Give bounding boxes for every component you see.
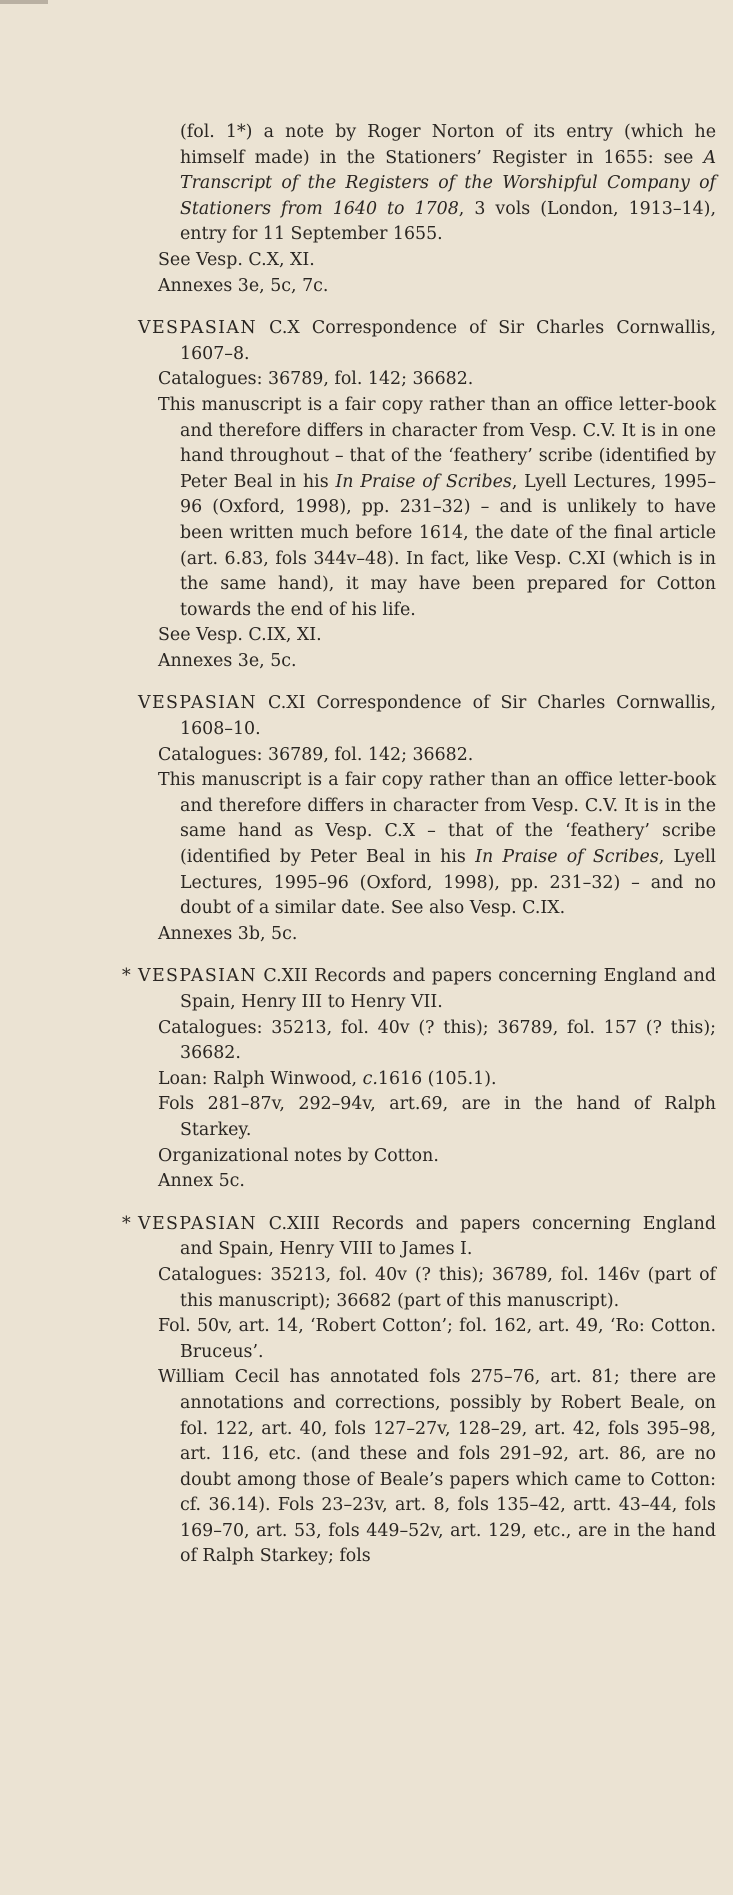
entry-heading: VESPASIAN C.XI Correspondence of Sir Charles Cornwallis, 1608–10. <box>138 693 716 740</box>
hands-note: Fols 281–87v, 292–94v, art.69, are in the hand of Ralph Starkey. <box>158 1094 716 1140</box>
annexes: Annexes 3e, 5c, 7c. <box>158 275 329 296</box>
annexes: Annexes 3e, 5c. <box>158 650 297 671</box>
annexes: Annex 5c. <box>158 1171 245 1192</box>
organizational-notes: Organizational notes by Cotton. <box>158 1145 439 1166</box>
loan: Loan: Ralph Winwood, c.1616 (105.1). <box>158 1068 497 1089</box>
intro-continuation <box>138 120 716 299</box>
annexes: Annexes 3b, 5c. <box>158 923 298 944</box>
catalogue-page <box>122 120 717 1570</box>
description: This manuscript is a fair copy rather than an office letter-book and therefore differs in character from Vesp. C.V. It is in the same hand as Vesp. C.X – that of the ‘feathery’ scribe (identified by Peter Beal in his In Praise of Scribes, Lyell Lectures, 1995–96 (Oxford, 1998), pp. 231–32) – and no doubt of a similar date. See also Vesp. C.IX. <box>158 770 716 919</box>
catalogues: Catalogues: 36789, fol. 142; 36682. <box>158 369 474 390</box>
asterisk-marker: * <box>122 966 131 987</box>
see-also: See Vesp. C.X, XI. <box>158 249 315 270</box>
entry-vespasian-cx <box>138 316 716 674</box>
entry-vespasian-cxiii <box>122 1212 716 1570</box>
stationers-note: (fol. 1*) a note by Roger Norton of its entry (which he himself made) in the Stationers’ Register in 1655: see A Transcript of the Registers of the Worshipful Company of Stationers from 1640 to 1708, 3 vols (London, 1913–14), entry for 11 September 1655. <box>180 122 716 245</box>
catalogues: Catalogues: 36789, fol. 142; 36682. <box>158 744 474 765</box>
entry-heading: * VESPASIAN C.XII Records and papers concerning England and Spain, Henry III to Henry VII. <box>122 966 716 1012</box>
entry-heading: VESPASIAN C.X Correspondence of Sir Charles Cornwallis, 1607–8. <box>138 318 716 364</box>
entry-heading: * VESPASIAN C.XIII Records and papers concerning England and Spain, Henry VIII to James I. <box>122 1213 716 1260</box>
catalogues: Catalogues: 35213, fol. 40v (? this); 36789, fol. 146v (part of this manuscript); 36682 (part of this manuscript). <box>158 1264 716 1311</box>
entry-vespasian-cxii <box>122 964 716 1194</box>
see-also: See Vesp. C.IX, XI. <box>158 625 322 646</box>
annotations-note: William Cecil has annotated fols 275–76, art. 81; there are annotations and corrections, possibly by Robert Beale, on fol. 122, art. 40, fols 127–27v, 128–29, art. 42, fols 395–98, art. 116, etc. (and these and fols 291–92, art. 86, are no doubt among those of Beale’s papers which came to Cotton: cf. 36.14). Fols 23–23v, art. 8, fols 135–42, artt. 43–44, fols 169–70, art. 53, fols 449–52v, art. 129, etc., are in the hand of Ralph Starkey; fols <box>158 1367 716 1567</box>
signature-note: Fol. 50v, art. 14, ‘Robert Cotton’; fol. 162, art. 49, ‘Ro: Cotton. Bruceus’. <box>158 1316 716 1362</box>
description: This manuscript is a fair copy rather than an office letter-book and therefore differs in character from Vesp. C.V. It is in one hand throughout – that of the ‘feathery’ scribe (identified by Peter Beal in his In Praise of Scribes, Lyell Lectures, 1995–96 (Oxford, 1998), pp. 231–32) – and is unlikely to have been written much before 1614, the date of the final article (art. 6.83, fols 344v–48). In fact, like Vesp. C.XI (which is in the same hand), it may have been prepared for Cotton towards the end of his life. <box>158 394 717 620</box>
catalogues: Catalogues: 35213, fol. 40v (? this); 36789, fol. 157 (? this); 36682. <box>158 1017 716 1064</box>
asterisk-marker: * <box>122 1213 131 1234</box>
page-edge-mark <box>0 0 48 4</box>
entry-vespasian-cxi <box>138 691 716 947</box>
